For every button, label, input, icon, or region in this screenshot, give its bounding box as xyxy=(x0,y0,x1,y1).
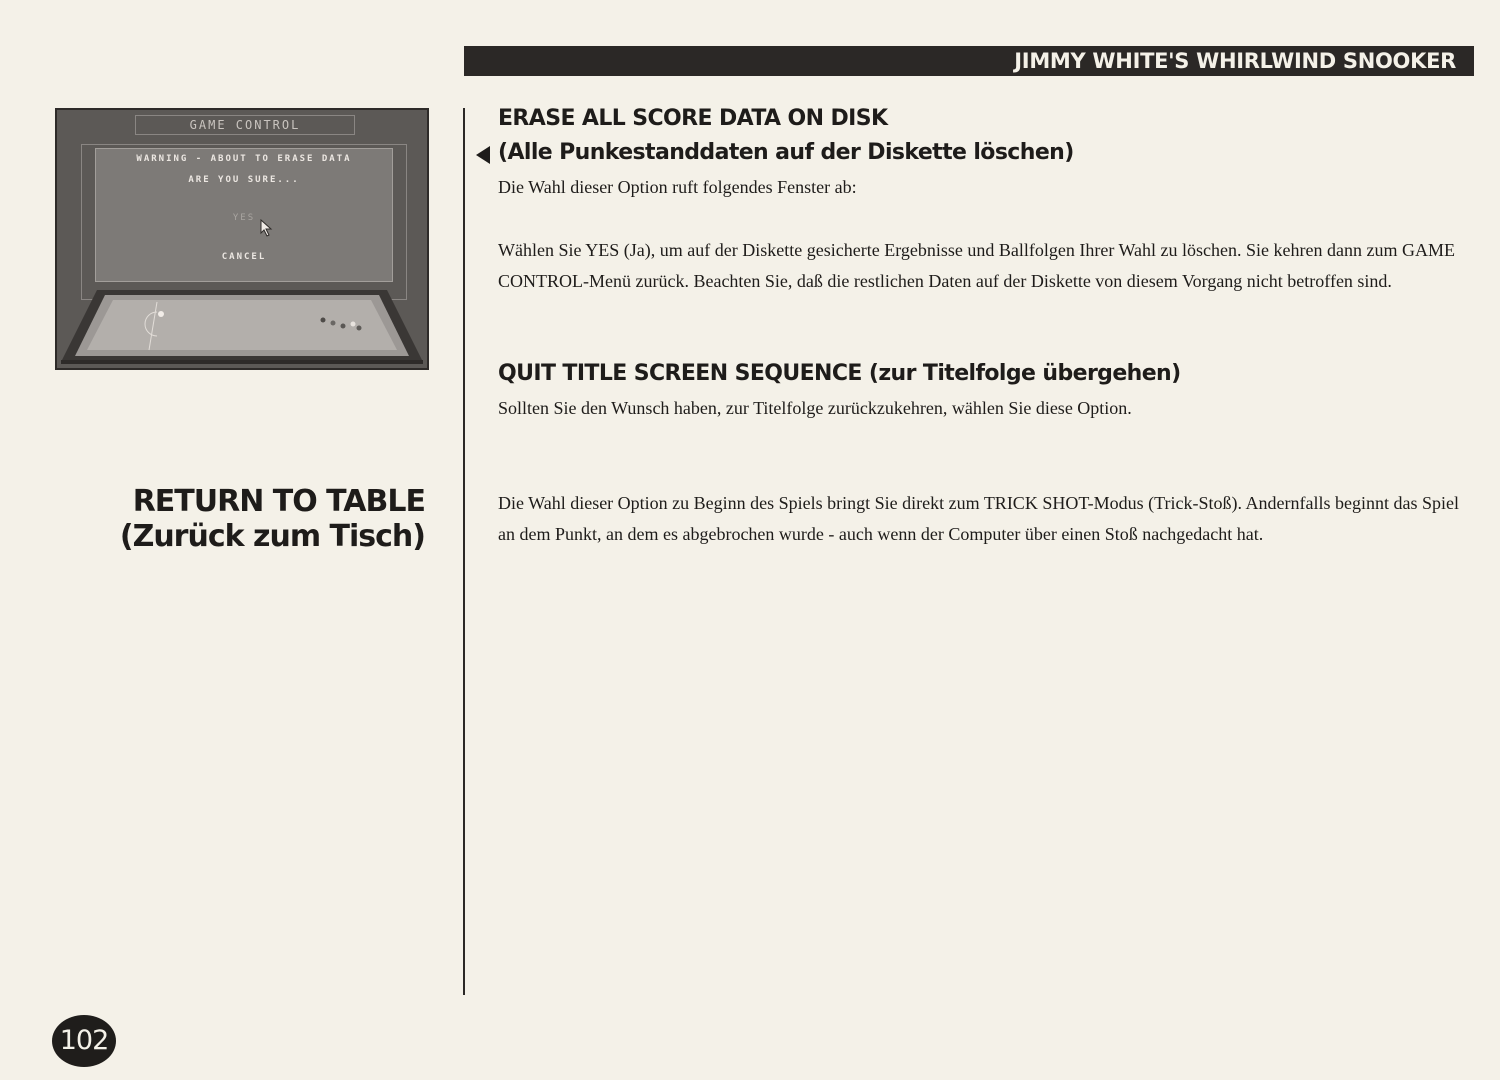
column-divider xyxy=(463,108,465,995)
game-control-title: GAME CONTROL xyxy=(135,115,355,135)
return-body-text: Die Wahl dieser Option zu Beginn des Spiels bringt Sie direkt zum TRICK SHOT-Modus (Trick-Stoß). Andernfalls beginnt das Spiel an dem Punkt, an dem es abgebrochen wurde - auch wenn der Computer über einen Stoß nachgedacht hat. xyxy=(498,493,1459,544)
left-arrow-icon xyxy=(476,146,490,164)
page-header xyxy=(464,46,1474,76)
dialog-yes-option: YES xyxy=(232,213,256,223)
return-heading-line2: (Zurück zum Tisch) xyxy=(119,519,425,554)
erase-body-text: Wählen Sie YES (Ja), um auf der Diskette gesicherte Ergebnisse und Ballfolgen Ihrer Wahl zu löschen. Sie kehren dann zum GAME CONTROL-Menü zurück. Beachten Sie, daß die restlichen Daten auf der Diskette von diesem Vorgang nicht betroffen sind. xyxy=(498,240,1455,291)
dialog-confirm-text: ARE YOU SURE... xyxy=(188,175,300,185)
erase-warning-dialog xyxy=(95,148,393,282)
page-number: 102 xyxy=(52,1015,116,1067)
quit-heading: QUIT TITLE SCREEN SEQUENCE (zur Titelfolge übergehen) xyxy=(498,361,1181,386)
dialog-cancel-option: CANCEL xyxy=(221,252,267,262)
erase-intro-text: Die Wahl dieser Option ruft folgendes Fenster ab: xyxy=(498,177,857,197)
header-title: JIMMY WHITE'S WHIRLWIND SNOOKER xyxy=(1014,49,1456,73)
return-heading xyxy=(120,484,425,554)
dialog-warning-text: WARNING - ABOUT TO ERASE DATA xyxy=(136,154,352,164)
quit-body-text: Sollten Sie den Wunsch haben, zur Titelfolge zurückzukehren, wählen Sie diese Option. xyxy=(498,398,1132,418)
snooker-table-image xyxy=(57,286,427,368)
erase-subheading: (Alle Punkestanddaten auf der Diskette löschen) xyxy=(498,140,1074,165)
game-screenshot xyxy=(55,108,429,370)
return-heading-line1: RETURN TO TABLE xyxy=(132,484,425,519)
erase-heading: ERASE ALL SCORE DATA ON DISK xyxy=(498,106,888,131)
mouse-cursor-icon xyxy=(260,219,274,237)
